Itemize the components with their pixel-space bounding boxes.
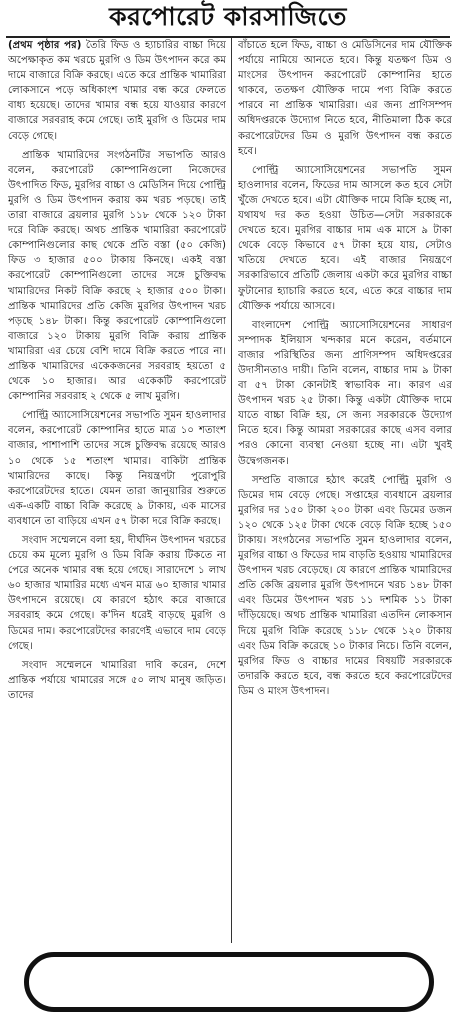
paragraph: সংবাদ সম্মেলনে খামারিরা দাবি করেন, দেশে প্রান্তিক পর্যায়ে খামারের সঙ্গে ৫০ লাখ মানুষ জড়িত। তাদের xyxy=(8,659,226,701)
headline: করপোরেট কারসাজিতে xyxy=(109,2,347,31)
paragraph xyxy=(8,38,226,144)
paragraph: পোল্ট্রি অ্যাসোসিয়েশনের সভাপতি সুমন হাওলাদার বলেন, করপোরেট কোম্পানির হাতে মাত্র ১০ শতাংশ বাজার, পাশাপাশি তাদের সঙ্গে চুক্তিবদ্ধ রয়েছে আরও ১০ থেকে ১৫ শতাংশ খামার। বাকিটা প্রান্তিক খামারিদের কাছে। কিন্তু নিয়ন্ত্রণটা পুরোপুরি করপোরেটদের হাতে। যেমন তারা জানুয়ারির শুরুতে এক-একটি বাচ্চা বিক্রি করেছে ৯ টাকায়, এক মাসের ব্যবধানে তা বাড়িয়ে এখন ৫৭ টাকা দরে বিক্রি করছে। xyxy=(8,410,226,527)
paragraph: সংবাদ সম্মেলনে বলা হয়, দীর্ঘদিন উৎপাদন খরচের চেয়ে কম মূল্যে মুরগি ও ডিম বিক্রি করায় টিকতে না পেরে অনেক খামার বন্ধ হয়ে গেছে। সারাদেশে ১ লাখ ৬০ হাজার খামারির মধ্যে এখন মাত্র ৬০ হাজার খামার উৎপাদনে রয়েছে। যে কারণে হঠাৎ করে বাজারে সরবরাহ কমে গেছে। ক'দিন ধরেই বাড়ছে মুরগি ও ডিমের দাম। করপোরেটদের কারণেই এভাবে দাম বেড়ে গেছে। xyxy=(8,535,226,652)
paragraph: সম্প্রতি বাজারে হঠাৎ করেই পোল্ট্রি মুরগি ও ডিমের দাম বেড়ে গেছে। সপ্তাহের ব্যবধানে ব্রয়লার মুরগির দর ১৫০ টাকা ২০০ টাকা এবং ডিমের ডজন ১২০ থেকে ১২৫ টাকা থেকে বেড়ে বিক্রি হচ্ছে ১৫০ টাকায়। সংগঠনের সভাপতি সুমন হাওলাদার বলেন, মুরগির বাচ্চা ও ফিডের দাম বাড়তি হওয়ায় খামারিদের উৎপাদন খরচ বেড়েছে। যে কারণে প্রান্তিক খামারিদের প্রতি কেজি ব্রয়লার মুরগি উৎপাদনে খরচ ১৪৮ টাকা এবং ডিমের উৎপাদন খরচ ১১ দশমিক ১১ টাকা দাঁড়িয়েছে। অথচ প্রান্তিক খামারিরা এতদিন লোকসান দিয়ে মুরগি বিক্রি করেছে ১১৮ থেকে ১২০ টাকায় এবং ডিম বিক্রি করেছে ১০ টাকার নিচে। তিনি বলেন, মুরগির ফিড ও বাচ্চার দামের বিষয়টি সরকারকে তদারকি করতে হবে, বন্ধ করতে হবে করপোরেটদের ডিম ও মাংস উৎপাদন। xyxy=(238,474,452,697)
column-divider xyxy=(231,38,232,943)
paragraph-text: তৈরি ফিড ও হ্যাচারির বাচ্চা দিয়ে অপেক্ষাকৃত কম খরচে মুরগি ও ডিম উৎপাদন করে কম দামে বাজারে বিক্রি করছে। এতে করে প্রান্তিক খামারিরা লোকসানে পড়ে অধিকাংশ খামার বন্ধ করে ফেলতে বাধ্য হয়েছে। তাদের খামার বন্ধ হয়ে যাওয়ার কারণে বাজারে সরবরাহ কমে গেছে। তাই মুরগি ও ডিমের দাম বেড়ে গেছে। xyxy=(8,40,226,142)
continuation-marker: (প্রথম পৃষ্ঠার পর) xyxy=(8,40,82,51)
paragraph: বাংলাদেশ পোল্ট্রি অ্যাসোসিয়েশনের সাধারণ সম্পাদক ইলিয়াস খন্দকার মনে করেন, বর্তমানে বাজার পরিস্থিতির জন্য প্রাণিসম্পদ অধিদপ্তরের উদাসীনতাও দায়ী। তিনি বলেন, বাচ্চার দাম ৯ টাকা বা ৫৭ টাকা কোনটাই স্বাভাবিক না। কারণ এর উৎপাদন খরচ ২৫ টাকা। কিন্তু একটা যৌক্তিক দামে যাতে বাচ্চা বিক্রি হয়, সে জন্য সরকারকে উদ্যোগ নিতে হবে। কিন্তু আমরা সরকারের কাছে এসব বলার পরও কোনো ব্যবস্থা নেওয়া হচ্ছে না। এটা খুবই উদ্বেগজনক। xyxy=(238,319,452,467)
paragraph: বাঁচাতে হলে ফিড, বাচ্চা ও মেডিসিনের দাম যৌক্তিক পর্যায়ে নামিয়ে আনতে হবে। কিন্তু যতক্ষণ ডিম ও মাংসের উৎপাদন করপোরেট কোম্পানির হাতে থাকবে, ততক্ষণ যৌক্তিক দামে পণ্য বিক্রি করতে পারবে না প্রান্তিক খামারিরা। এর জন্য প্রাণিসম্পদ অধিদপ্তরকে উদ্যোগ নিতে হবে, নীতিমালা ঠিক করে করপোরেটদের ডিম ও মুরগি উৎপাদন বন্ধ করতে হবে। xyxy=(238,40,452,157)
footer-box-frame xyxy=(24,952,434,1012)
paragraph: পোল্ট্রি অ্যাসোসিয়েশনের সভাপতি সুমন হাওলাদার বলেন, ফিডের দাম আসলে কত হবে সেটা খুঁজে দেখতে হবে। এটা যৌক্তিক দামে বিক্রি হচ্ছে না, যথাযথ দর কত হওয়া উচিত—সেটা সরকারকে দেখতে হবে। মুরগির বাচ্চার দাম এক মাসে ৯ টাকা থেকে বেড়ে কিভাবে ৫৭ টাকা হয়ে যায়, সেটাও খতিয়ে দেখতে হবে। এই বাজার নিয়ন্ত্রণে সরকারিভাবে প্রতিটি জেলায় একটা করে মুরগির বাচ্চা ফুটানোর হ্যাচারি করতে হবে, এতে করে বাচ্চার দাম যৌক্তিক পর্যায়ে আসবে। xyxy=(238,164,452,312)
article-right-column xyxy=(238,38,452,943)
article-left-column xyxy=(8,38,226,943)
paragraph: প্রান্তিক খামারিদের সংগঠনটির সভাপতি আরও বলেন, করপোরেট কোম্পানিগুলো নিজেদের উৎপাদিত ফিড, মুরগির বাচ্চা ও মেডিসিন দিয়ে পোল্ট্রি মুরগি ও ডিম উৎপাদন করায় কম খরচ পড়ছে। তাই তারা বাজারে ব্রয়লার মুরগি ১১৮ থেকে ১২০ টাকা দরে বিক্রি করছে। অথচ প্রান্তিক খামারিরা করপোরেট কোম্পানিগুলোর কাছ থেকে প্রতি বস্তা (৫০ কেজি) ফিড ৩ হাজার ৫০০ টাকায় কিনছে। একই বস্তা করপোরেট কোম্পানিগুলো তাদের সঙ্গে চুক্তিবদ্ধ খামারিদের নিকট বিক্রি করছে ২ হাজার ৫০০ টাকা। প্রান্তিক খামারিদের প্রতি কেজি মুরগির উৎপাদন খরচ পড়ছে ১৪৮ টাকা। কিন্তু করপোরেট কোম্পানিগুলো বাজারে ১২০ টাকায় মুরগি বিক্রি করায় প্রান্তিক খামারিরা এর চেয়ে বেশি দামে বিক্রি করতে পারে না। প্রান্তিক খামারিদের একেকজনের সরবরাহ হয়তো ৫ থেকে ১০ হাজার। আর একেকটি করপোরেট কোম্পানির সরবরাহ ২ থেকে ৫ লাখ মুরগি। xyxy=(8,149,226,403)
